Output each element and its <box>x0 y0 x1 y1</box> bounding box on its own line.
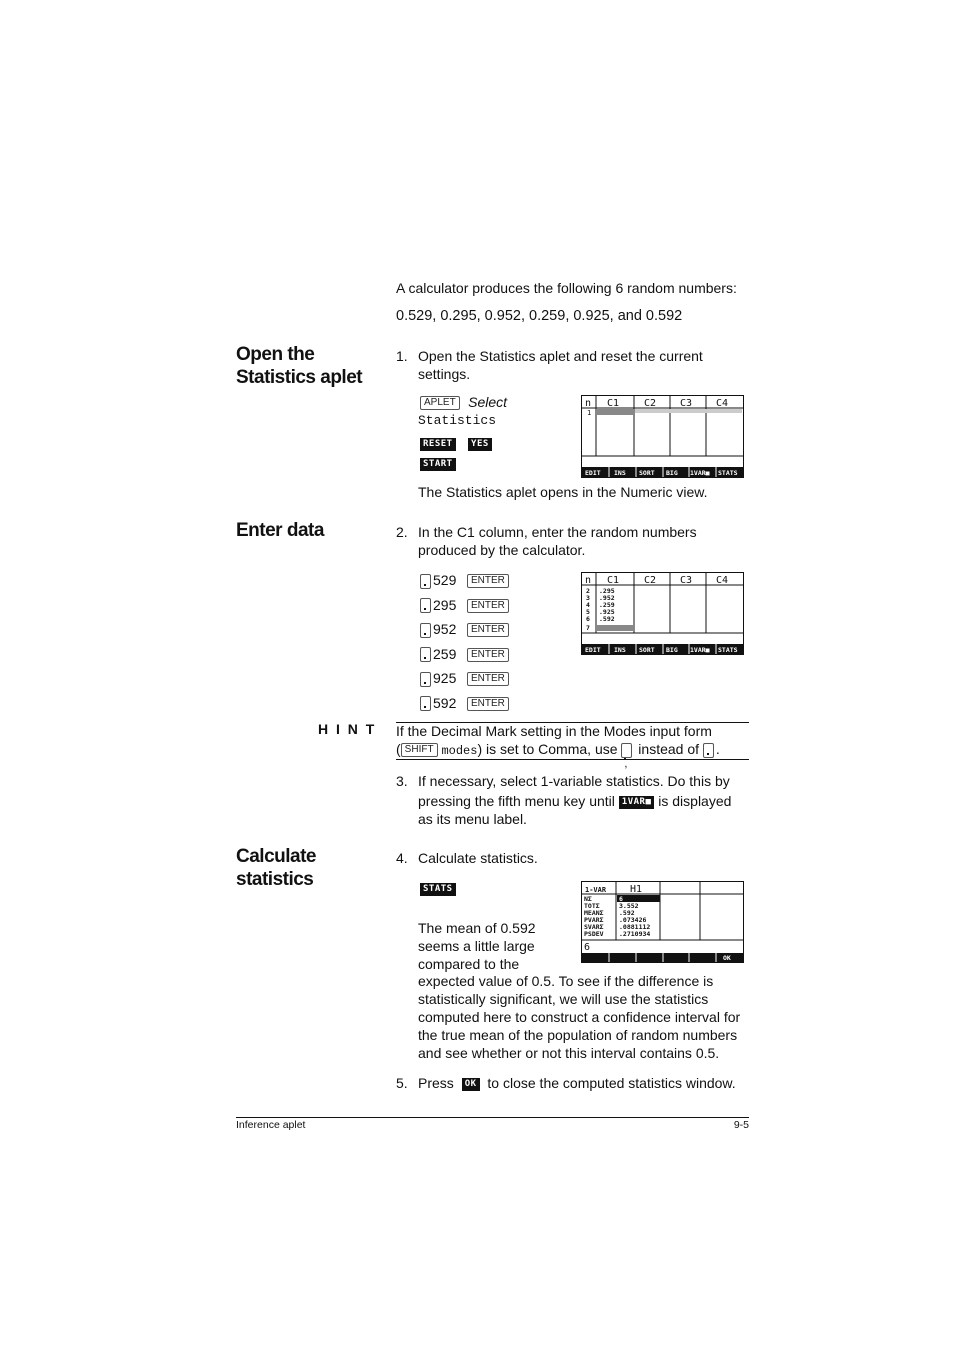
statistics-word: Statistics <box>418 413 497 428</box>
yes-softkey: YES <box>468 438 492 451</box>
heading-line: Calculate <box>236 846 316 867</box>
stat-value: .073426 <box>619 916 647 924</box>
ok-softkey: OK <box>462 1078 480 1091</box>
enter-key: ENTER <box>467 672 509 686</box>
screen-graphic <box>582 396 743 477</box>
screen-graphic <box>582 573 743 654</box>
enter-key: ENTER <box>467 574 509 588</box>
step-number: 3. <box>396 773 408 789</box>
col-header-n: n <box>585 575 592 586</box>
keystroke-start <box>420 456 456 474</box>
text-fragment: ) is set to Comma, use <box>477 741 618 757</box>
decimal-key <box>420 598 431 613</box>
heading-line: statistics <box>236 869 314 890</box>
stat-key: TOTΣ <box>584 902 600 910</box>
stats-softkey: STATS <box>420 883 456 896</box>
menu-1var: 1VAR■ <box>690 469 710 477</box>
text-line: and see whether or not this interval contains 0.5. <box>418 1044 720 1061</box>
row-value: .295 <box>599 587 615 595</box>
col-header-c4: C4 <box>716 575 729 586</box>
stat-key: PVARΣ <box>584 916 604 924</box>
calculator-screen-numeric-data <box>581 572 744 655</box>
enter-key: ENTER <box>467 623 509 637</box>
decimal-key <box>420 647 431 662</box>
edit-line-value: 6 <box>584 942 591 953</box>
menu-stats: STATS <box>718 469 738 477</box>
text-line: Open the Statistics aplet and reset the current <box>418 348 703 364</box>
menu-ok: OK <box>723 954 731 962</box>
text-line: The mean of 0.592 <box>418 920 536 936</box>
entry-value: 529 <box>433 572 457 588</box>
step-number: 2. <box>396 524 408 540</box>
text-line: If the Decimal Mark setting in the Modes input form <box>396 723 712 739</box>
text-fragment: instead of <box>638 741 700 757</box>
step-number: 1. <box>396 348 408 364</box>
entry-value: 592 <box>433 694 457 711</box>
text-line: In the C1 column, enter the random numbers <box>418 524 697 540</box>
row-value: .952 <box>599 594 615 602</box>
footer-rule <box>236 1117 749 1118</box>
entry-list <box>420 572 509 719</box>
stat-value: 6 <box>619 895 623 903</box>
entry-value: 259 <box>433 645 457 662</box>
col-header-h1: H1 <box>630 884 643 895</box>
text-line: compared to the <box>418 955 520 972</box>
entry-row <box>420 621 509 646</box>
step5-text <box>418 1074 736 1092</box>
row-index: 3 <box>586 594 590 602</box>
text-fragment: is displayed <box>658 793 732 809</box>
menu-big: BIG <box>666 646 678 654</box>
text-line: as its menu label. <box>418 811 527 827</box>
step4-paragraph <box>418 920 740 1062</box>
menu-ins: INS <box>614 469 626 477</box>
row-value: .592 <box>599 615 615 623</box>
row-index: 1 <box>587 409 592 417</box>
row-index: 7 <box>586 624 590 632</box>
decimal-key <box>420 672 431 687</box>
row-value: .259 <box>599 601 615 609</box>
text-fragment: to close the computed statistics window. <box>487 1075 736 1091</box>
row-index: 6 <box>586 615 590 623</box>
menu-edit: EDIT <box>585 469 601 477</box>
row-index: 5 <box>586 608 590 616</box>
section-heading-open <box>236 343 362 389</box>
step4-text: Calculate statistics. <box>418 850 538 866</box>
text-line: produced by the calculator. <box>418 542 586 558</box>
col-header-c1: C1 <box>607 575 620 586</box>
decimal-key <box>420 696 431 711</box>
menu-1var: 1VAR■ <box>690 646 710 654</box>
enter-key: ENTER <box>467 697 509 711</box>
entry-row <box>420 572 509 597</box>
entry-value: 295 <box>433 596 457 613</box>
col-header-c3: C3 <box>680 398 693 409</box>
hint-text <box>396 722 720 760</box>
stat-value: .2710934 <box>619 930 651 938</box>
menu-edit: EDIT <box>585 646 601 654</box>
entry-row <box>420 597 509 622</box>
col-header-c3: C3 <box>680 575 693 586</box>
row-index: 2 <box>586 587 590 595</box>
step-number: 5. <box>396 1075 408 1091</box>
section-heading-enter: Enter data <box>236 520 324 541</box>
col-header-c2: C2 <box>644 575 657 586</box>
col-header-c1: C1 <box>607 398 620 409</box>
hint-label: H I N T <box>318 721 377 737</box>
screen-title: 1-VAR <box>585 886 607 894</box>
text-line: If necessary, select 1-variable statistics. Do this by <box>418 773 730 789</box>
modes-word: modes <box>441 744 478 758</box>
text-line: the true mean of the population of random numbers <box>418 1026 738 1043</box>
calculator-screen-numeric-empty <box>581 395 744 478</box>
step1-after: The Statistics aplet opens in the Numeric view. <box>418 484 708 500</box>
enter-key: ENTER <box>467 648 509 662</box>
menu-stats: STATS <box>718 646 738 654</box>
entry-row <box>420 646 509 671</box>
start-softkey: START <box>420 458 456 471</box>
step-number: 4. <box>396 850 408 866</box>
row-value: .925 <box>599 608 615 616</box>
section-heading-calc <box>236 845 316 891</box>
stat-value: .592 <box>619 909 635 917</box>
col-header-c4: C4 <box>716 398 729 409</box>
text-line <box>396 740 720 760</box>
text-fragment: . <box>715 741 720 757</box>
text-line: computed here to construct a confidence interval for <box>418 1008 741 1025</box>
col-header-c2: C2 <box>644 398 657 409</box>
entry-value: 952 <box>433 621 457 637</box>
stat-key: SVARΣ <box>584 923 604 931</box>
reset-softkey: RESET <box>420 438 456 451</box>
text-line: statistically significant, we will use the statistics <box>418 991 709 1008</box>
hint-bottom-rule <box>396 759 749 760</box>
heading-line: Open the <box>236 344 315 365</box>
shift-key: SHIFT <box>401 743 438 757</box>
decimal-key <box>420 623 431 638</box>
text-line <box>418 792 731 810</box>
keystroke-reset-yes <box>420 436 492 454</box>
entry-row <box>420 670 509 695</box>
page-number: 9-5 <box>733 1119 749 1131</box>
stat-value: .0881112 <box>619 923 651 931</box>
row-index: 4 <box>586 601 590 609</box>
entry-row <box>420 695 509 720</box>
paren: ( <box>396 741 401 757</box>
text-line: seems a little large <box>418 937 535 954</box>
keystroke-stats <box>420 881 456 899</box>
stat-key: NΣ <box>584 895 592 903</box>
text-line: settings. <box>418 366 471 382</box>
menu-sort: SORT <box>639 469 655 477</box>
step2-text <box>418 523 697 559</box>
1var-softkey: 1VAR■ <box>619 796 655 809</box>
entry-value: 925 <box>433 670 457 686</box>
intro-line-2: 0.529, 0.295, 0.952, 0.259, 0.925, and 0.592 <box>396 308 683 324</box>
decimal-key <box>703 743 714 758</box>
heading-line: Statistics aplet <box>236 367 363 388</box>
stat-key: MEANΣ <box>584 909 604 917</box>
footer-chapter: Inference aplet <box>236 1119 306 1131</box>
intro-line-1: A calculator produces the following 6 random numbers: <box>396 280 737 296</box>
stat-value: 3.552 <box>619 902 639 910</box>
menu-big: BIG <box>666 469 678 477</box>
aplet-key: APLET <box>420 396 460 410</box>
decimal-key <box>420 574 431 589</box>
step1-text <box>418 347 703 383</box>
text-fragment: pressing the fifth menu key until <box>418 793 615 809</box>
text-line: expected value of 0.5. To see if the difference is <box>418 973 714 990</box>
select-word: Select <box>468 394 508 410</box>
text-fragment: Press <box>418 1075 454 1091</box>
keystroke-aplet <box>420 394 507 412</box>
enter-key: ENTER <box>467 599 509 613</box>
col-header-n: n <box>585 398 592 409</box>
stat-key: PSDEV <box>584 930 604 938</box>
menu-ins: INS <box>614 646 626 654</box>
comma-key <box>621 743 632 758</box>
step3-text <box>418 772 731 828</box>
menu-sort: SORT <box>639 646 655 654</box>
